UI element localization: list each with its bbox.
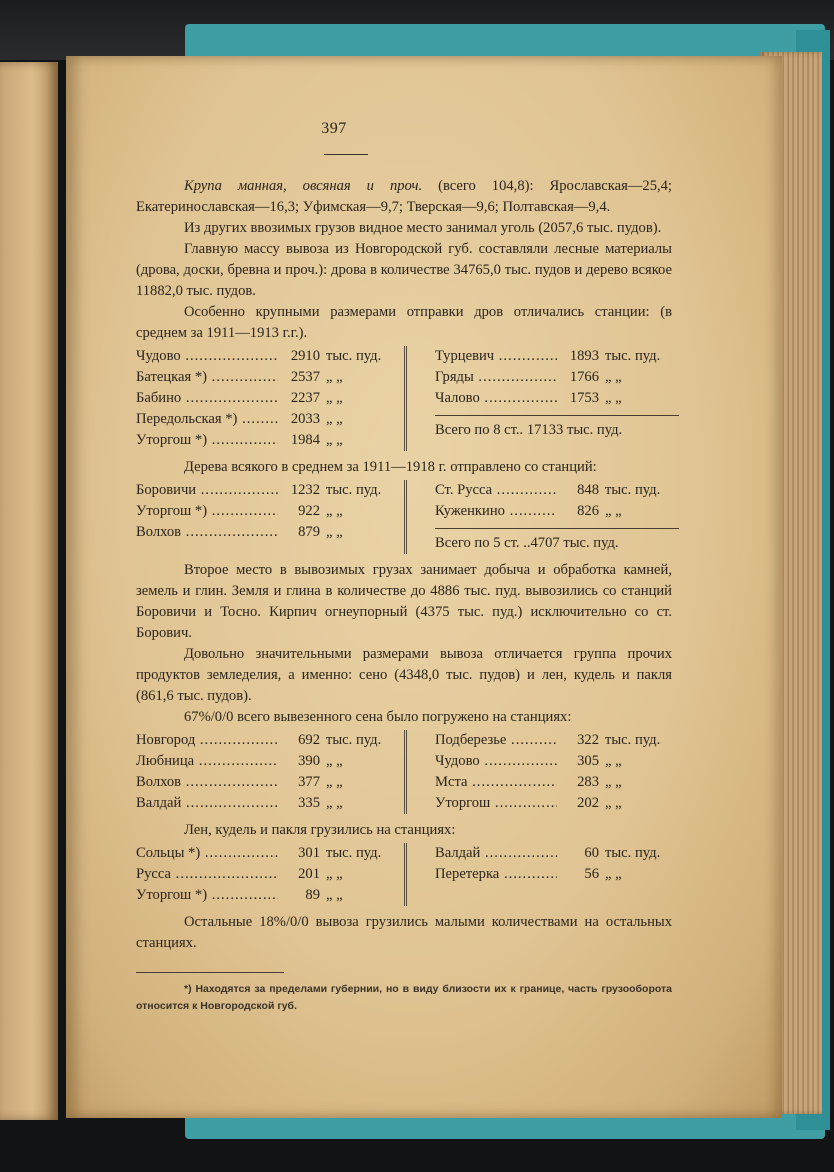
table-row <box>136 843 400 864</box>
station-name: Гряды ..... <box>435 367 557 388</box>
table-row <box>435 388 679 409</box>
station-unit: „ „ <box>326 753 343 769</box>
station-name: Уторгош *) ..... <box>136 885 278 906</box>
footnote: *) Находятся за пределами губернии, но в виду близости их к границе, часть грузооборота относится к Новгородской губ. <box>136 983 672 1012</box>
station-unit: тыс. пуд. <box>326 845 382 861</box>
station-name: Подберезье ..... <box>435 730 557 751</box>
station-value: 202 <box>577 795 599 811</box>
table-firewood-right <box>407 346 679 451</box>
station-unit: тыс. пуд. <box>326 348 382 364</box>
station-value: 2033 <box>290 411 320 427</box>
station-unit: „ „ <box>605 866 622 882</box>
table-row <box>136 388 400 409</box>
table-row <box>136 751 400 772</box>
paragraph-hay-intro: 67%/0/0 всего вывезенного сена было погружено на станциях: <box>184 709 572 725</box>
station-unit: тыс. пуд. <box>605 845 661 861</box>
page-number-rule <box>324 154 368 155</box>
table-row <box>136 409 400 430</box>
station-name: Уторгош ..... <box>435 793 557 814</box>
station-name: Любница ..... <box>136 751 278 772</box>
station-unit: „ „ <box>326 411 343 427</box>
station-name: Чалово ..... <box>435 388 557 409</box>
table-row <box>435 367 679 388</box>
station-value: 848 <box>577 482 599 498</box>
station-value: 56 <box>584 866 599 882</box>
station-value: 2537 <box>290 369 320 385</box>
station-unit: тыс. пуд. <box>326 482 382 498</box>
table-firewood <box>136 346 672 451</box>
table-row <box>435 864 679 885</box>
station-value: 1893 <box>569 348 599 364</box>
station-name: Батецкая *) ..... <box>136 367 278 388</box>
page-number: 397 <box>321 120 347 137</box>
station-name: Мста ..... <box>435 772 557 793</box>
table-row <box>435 730 679 751</box>
station-unit: „ „ <box>605 369 622 385</box>
station-name: Сольцы *) ..... <box>136 843 278 864</box>
station-value: 60 <box>584 845 599 861</box>
station-unit: тыс. пуд. <box>605 348 661 364</box>
table-row <box>435 772 679 793</box>
station-value: 1984 <box>290 432 320 448</box>
station-name: Уторгош *) ..... <box>136 501 278 522</box>
table-wood-total: Всего по 5 ст. ..4707 тыс. пуд. <box>435 535 619 551</box>
station-name: Передольская *) ..... <box>136 409 278 430</box>
station-name: Русса ..... <box>136 864 278 885</box>
table-row <box>136 864 400 885</box>
table-row <box>136 885 400 906</box>
table-row <box>136 367 400 388</box>
station-name: Боровичи ..... <box>136 480 278 501</box>
station-name: Волхов ..... <box>136 522 278 543</box>
left-page-edge <box>0 62 58 1120</box>
station-value: 301 <box>298 845 320 861</box>
station-unit: „ „ <box>605 753 622 769</box>
footnote-rule <box>136 972 284 973</box>
total-rule <box>435 415 679 416</box>
total-rule <box>435 528 679 529</box>
groats-title: Крупа манная, овсяная и проч. <box>184 178 423 194</box>
paragraph-firewood-intro: Особенно крупными размерами отправки дров отличались станции: (в среднем за 1911—1913 г.г.). <box>136 304 672 341</box>
station-unit: „ „ <box>326 795 343 811</box>
table-wood-right <box>407 480 679 554</box>
station-value: 2237 <box>290 390 320 406</box>
station-unit: „ „ <box>326 524 343 540</box>
station-value: 1232 <box>290 482 320 498</box>
table-row <box>435 480 679 501</box>
table-row <box>136 522 400 543</box>
table-row <box>435 843 679 864</box>
paragraph-agri-products: Довольно значительными размерами вывоза отличается группа прочих продуктов земледелия, а именно: сено (4348,0 тыс. пудов) и лен, кудель и пакля (861,6 тыс. пудов). <box>136 646 672 704</box>
table-row <box>136 430 400 451</box>
station-unit: „ „ <box>326 503 343 519</box>
station-name: Бабино ..... <box>136 388 278 409</box>
table-flax <box>136 843 672 906</box>
table-flax-right <box>407 843 679 906</box>
table-row <box>136 501 400 522</box>
station-unit: „ „ <box>605 390 622 406</box>
station-unit: „ „ <box>326 432 343 448</box>
paragraph-wood-intro: Дерева всякого в среднем за 1911—1918 г. отправлено со станций: <box>184 459 597 475</box>
table-flax-left <box>136 843 400 906</box>
station-value: 283 <box>577 774 599 790</box>
paragraph-flax-intro: Лен, кудель и пакля грузились на станциях: <box>184 822 456 838</box>
station-value: 305 <box>577 753 599 769</box>
table-wood <box>136 480 672 554</box>
station-value: 322 <box>577 732 599 748</box>
station-value: 89 <box>305 887 320 903</box>
table-row <box>435 346 679 367</box>
station-name: Ст. Русса ..... <box>435 480 557 501</box>
station-unit: „ „ <box>326 887 343 903</box>
station-value: 2910 <box>290 348 320 364</box>
paragraph-groats <box>136 176 672 218</box>
station-value: 201 <box>298 866 320 882</box>
groats-text: (всего 104,8): Ярославская—25,4; Екатеринославская—16,3; Уфимская—9,7; Тверская—9,6; Полтавская—9,4. <box>136 178 672 215</box>
station-value: 377 <box>298 774 320 790</box>
station-value: 335 <box>298 795 320 811</box>
station-value: 1766 <box>569 369 599 385</box>
station-name: Турцевич ..... <box>435 346 557 367</box>
station-unit: тыс. пуд. <box>605 732 661 748</box>
book-page <box>66 56 782 1118</box>
station-unit: „ „ <box>326 774 343 790</box>
station-name: Чудово ..... <box>136 346 278 367</box>
paragraph-timber: Главную массу вывоза из Новгородской губ. составляли лесные материалы (дрова, доски, бревна и проч.): дрова в количестве 34765,0 тыс. пудов и дерево всякое 11882,0 тыс. пудов. <box>136 241 672 299</box>
station-unit: тыс. пуд. <box>326 732 382 748</box>
station-name: Новгород ..... <box>136 730 278 751</box>
station-value: 692 <box>298 732 320 748</box>
table-row <box>136 772 400 793</box>
station-unit: тыс. пуд. <box>605 482 661 498</box>
table-wood-left <box>136 480 400 554</box>
station-value: 826 <box>577 503 599 519</box>
table-row <box>435 793 679 814</box>
page-content <box>136 176 672 1015</box>
station-value: 922 <box>298 503 320 519</box>
table-firewood-left <box>136 346 400 451</box>
station-value: 390 <box>298 753 320 769</box>
station-name: Валдай ..... <box>136 793 278 814</box>
station-unit: „ „ <box>605 774 622 790</box>
paragraph-coal: Из других ввозимых грузов видное место занимал уголь (2057,6 тыс. пудов). <box>184 220 662 236</box>
station-name: Валдай ..... <box>435 843 557 864</box>
station-name: Перетерка ..... <box>435 864 557 885</box>
table-row <box>136 346 400 367</box>
station-unit: „ „ <box>326 369 343 385</box>
station-value: 1753 <box>569 390 599 406</box>
table-row <box>136 793 400 814</box>
station-unit: „ „ <box>326 390 343 406</box>
paragraph-remaining: Остальные 18%/0/0 вывоза грузились малыми количествами на остальных станциях. <box>136 914 672 951</box>
station-value: 879 <box>298 524 320 540</box>
station-unit: „ „ <box>605 795 622 811</box>
table-row <box>136 480 400 501</box>
paragraph-stone-earth: Второе место в вывозимых грузах занимает добыча и обработка камней, земель и глин. Земля и глина в количестве до 4886 тыс. пуд. вывозились со станций Боровичи и Тосно. Кирпич огнеупорный (4375 тыс. пуд.) исключительно со ст. Борович. <box>136 562 672 641</box>
table-hay <box>136 730 672 814</box>
table-row <box>136 730 400 751</box>
table-firewood-total: Всего по 8 ст.. 17133 тыс. пуд. <box>435 422 623 438</box>
station-name: Волхов ..... <box>136 772 278 793</box>
station-unit: „ „ <box>326 866 343 882</box>
table-row <box>435 501 679 522</box>
table-row <box>435 751 679 772</box>
station-name: Чудово ..... <box>435 751 557 772</box>
station-name: Уторгош *) ..... <box>136 430 278 451</box>
station-name: Куженкино ..... <box>435 501 557 522</box>
table-hay-right <box>407 730 679 814</box>
table-hay-left <box>136 730 400 814</box>
station-unit: „ „ <box>605 503 622 519</box>
